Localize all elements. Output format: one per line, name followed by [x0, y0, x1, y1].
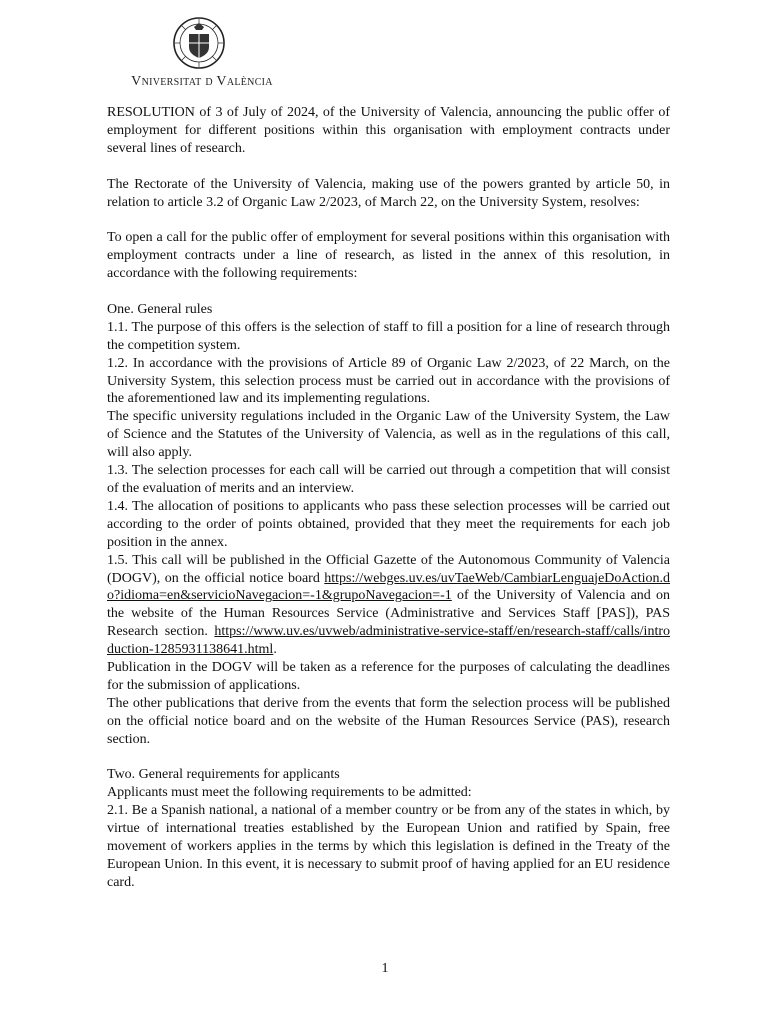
paragraph-1-2-regulations: The specific university regulations included in the Organic Law of the University System, the Law of Science and the Statutes of the University of Valencia, as well as in the regulations of this call, will also apply.	[107, 409, 670, 461]
section-two-lead: Applicants must meet the following requirements to be admitted:	[107, 785, 472, 801]
intro-paragraph: The Rectorate of the University of Valencia, making use of the powers granted by article 50, in relation to article 3.2 of Organic Law 2/2023, of March 22, on the University System, resolves:	[107, 176, 670, 210]
university-logo	[124, 14, 280, 94]
call-paragraph: To open a call for the public offer of employment for several positions within this organisation with employment contracts under a line of research, as listed in the annex of this resolution, in accordance with the following requirements:	[107, 230, 670, 282]
paragraph-1-4: 1.4. The allocation of positions to applicants who pass these selection processes will be carried out according to the order of points obtained, provided that they meet the requirements for each job position in the annex.	[107, 498, 670, 550]
paragraph-1-5-start: 1.5. This call will be published in the Official Gazette of the Autonomous Community of Valencia (DOGV), on the official notice board	[107, 552, 670, 586]
resolution-title: RESOLUTION of 3 of July of 2024, of the University of Valencia, announcing the public offer of employment for different positions within this organisation with employment contracts under several lines of research.	[107, 105, 670, 156]
document-body	[107, 104, 670, 892]
paragraph-2-1: 2.1. Be a Spanish national, a national of a member country or be from any of the states in which, by virtue of international treaties established by the European Union and ratified by Spain, free movement of workers applies in the terms by which this legislation is defined in the Treaty of the European Union. In this event, it is necessary to submit proof of having applied for an EU residence card.	[107, 803, 670, 890]
paragraph-1-5	[107, 552, 670, 659]
paragraph-1-5-dogv: Publication in the DOGV will be taken as a reference for the purposes of calculating the deadlines for the submission of applications.	[107, 660, 670, 693]
section-two-heading: Two. General requirements for applicants	[107, 767, 340, 783]
page-number: 1	[381, 961, 389, 976]
paragraph-1-5-middle: of the University of Valencia and on the website of the Human Resources Service (Administrative and Services Staff [PAS]), PAS Research section.	[107, 588, 670, 640]
paragraph-1-2: 1.2. In accordance with the provisions of Article 89 of Organic Law 2/2023, of 22 March, on the University System, this selection process must be carried out in accordance with the provisions of the aforementioned law and its implementing regulations.	[107, 355, 670, 407]
notice-board-link[interactable]: https://webges.uv.es/uvTaeWeb/CambiarLenguajeDoAction.do?idioma=en&servicioNavegacion=-1&grupoNavegacion=-1	[107, 570, 670, 604]
research-staff-calls-link[interactable]: https://www.uv.es/uvweb/administrative-service-staff/en/research-staff/calls/introduction-1285931138641.html	[107, 624, 670, 658]
paragraph-1-1: 1.1. The purpose of this offers is the selection of staff to fill a position for a line of research through the competition system.	[107, 319, 670, 353]
university-seal-icon	[172, 16, 226, 70]
paragraph-1-3: 1.3. The selection processes for each call will be carried out through a competition that will consist of the evaluation of merits and an interview.	[107, 463, 670, 496]
section-one-heading: One. General rules	[107, 301, 213, 317]
paragraph-1-5-end: .	[273, 642, 277, 658]
university-wordmark: Vniversitat d València	[131, 74, 273, 89]
paragraph-1-5-publications: The other publications that derive from the events that form the selection process will be published on the official notice board and on the website of the Human Resources Service (PAS), research section.	[107, 695, 670, 747]
